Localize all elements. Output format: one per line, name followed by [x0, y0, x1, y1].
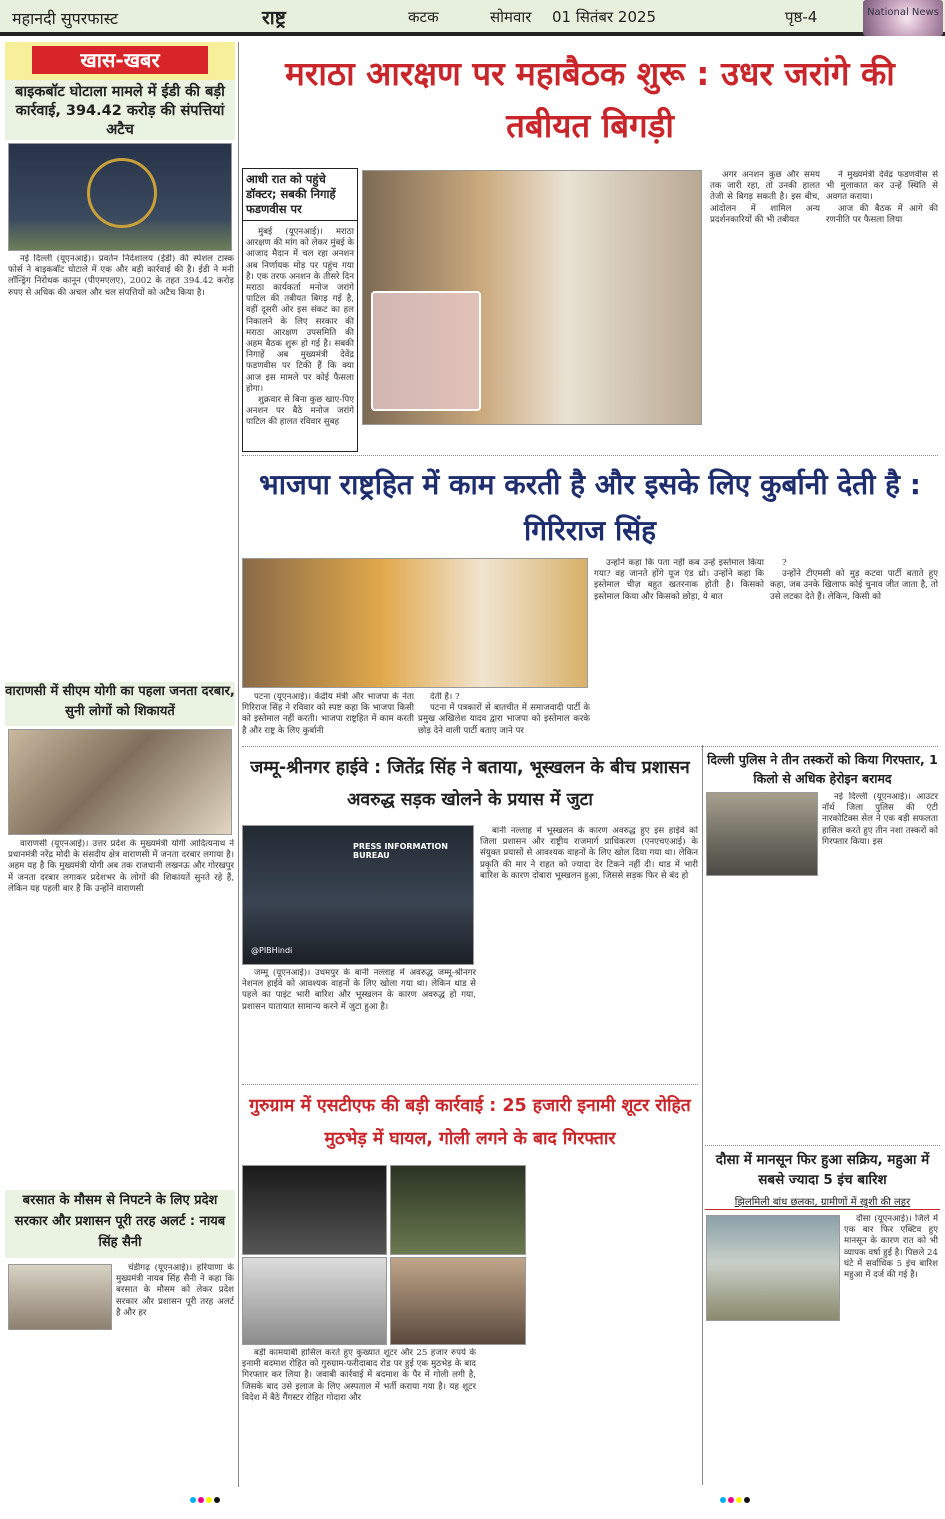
maratha-paragraph-3: अगर अनशन कुछ और समय तक जारी रहा, तो उनकी हालत तेजी से बिगड़ सकती है। इस बीच, आंदोलन में शामिल अन्य प्रदर्शनकारियों की भी तबीयत	[710, 170, 820, 225]
giriraj-col-3	[594, 558, 764, 742]
gurugram-headline: गुरुग्राम में एसटीएफ की बड़ी कार्रवाई : 25 हजारी इनामी शूटर रोहित मुठभेड़ में घायल, गोली लगने के बाद गिरफ्तार	[249, 1096, 691, 1149]
yogi-janata-darbar-photo	[8, 729, 232, 835]
giriraj-singh-photo	[242, 558, 588, 688]
masthead-bar	[0, 0, 945, 36]
column-divider	[238, 42, 239, 1487]
jammu-paragraph: जम्मू (यूएनआई)। उधमपुर के बानी नल्लाह में अवरुद्ध जम्मू-श्रीनगर नेशनल हाईवे को आवश्यक वाहनों के लिए खोला गया था। लेकिन थाड से पहले का पाइंट भारी बारिश और भूस्खलन के कारण अवरुद्ध हो गया, प्रशासन यातायात सामान्य करने में जुटा हुआ है।	[242, 968, 476, 1012]
giriraj-paragraph-4: उन्होंने कहा कि पता नहीं कब उन्हें इस्तेमाल किया गया? वह जानते होंगे यूज एंड थ्रो। उन्होंने कहा कि इस्तेमाल चीज़ बहुत खतरनाक होती है। किसको इस्तेमाल किया और किसको छोड़ा, ये बात	[594, 558, 764, 602]
paper-name: महानदी सुपरफास्ट	[12, 9, 119, 28]
encounter-site-photo	[242, 1165, 387, 1255]
gurugram-paragraph: बड़ी कामयाबी हासिल करते हुए कुख्यात शूटर और 25 हजार रुपये के इनामी बदमाश रोहित को गुरुग्राम-फरीदाबाद रोड पर हुई एक मुठभेड़ के बाद गिरफ्तार कर लिया है। जवाबी कार्रवाई में बदमाश के पैर में गोली लगी है, जिसके बाद उसे इलाज के लिए अस्पताल में भर्ती कराया गया है। यह शूटर विदेश में बैठे गैंगस्टर रोहित गोदारा और	[242, 1348, 476, 1403]
jammu-headline: जम्मू-श्रीनगर हाईवे : जितेंद्र सिंह ने बताया, भूस्खलन के बीच प्रशासन अवरुद्ध सड़क खोलने के प्रयास में जुटा	[250, 758, 690, 810]
giriraj-paragraph-3: पटना में पत्रकारों से बातचीत में समाजवादी पार्टी के प्रमुख अखिलेश यादव द्वारा भाजपा को इस्तेमाल करके छोड़ देने वाली पार्टी बताए जाने पर	[418, 703, 590, 736]
gurugram-col-2	[530, 1166, 698, 1478]
giriraj-paragraph-5: ?	[782, 558, 787, 568]
page-number: पृष्ठ-4	[785, 8, 818, 26]
divider	[242, 455, 938, 456]
khas-khabar-band	[5, 42, 235, 80]
section-name: राष्ट्र	[262, 7, 286, 29]
dausa-headline: दौसा में मानसून फिर हुआ सक्रिय, महुआ में सबसे ज्यादा 5 इंच बारिश	[715, 1152, 930, 1188]
giriraj-col-4	[770, 558, 938, 742]
maratha-paragraph: मुंबई (यूएनआई)। मराठा आरक्षण की मांग को लेकर मुंबई के आजाद मैदान में चल रहा अनशन अब निर्णायक मोड़ पर पहुंच गया है। एक तरफ अनशन के तीसरे दिन मराठा कार्यकर्ता मनोज जरांगे पाटिल की तबीयत बिगड़ गई है, वहीं दूसरी ओर इस संकट का हल निकालने के लिए सरकार की मराठा आरक्षण उपसमिति की अहम बैठक शुरू हो गई है। सबकी निगाहें अब मुख्यमंत्री देवेंद्र फडणवीस पर टिकी हैं कि क्या आज इस मामले पर कोई फैसला होगा।	[246, 227, 354, 394]
gurugram-photo-collage	[242, 1165, 526, 1345]
giriraj-paragraph-6: उन्होंने टीएमसी को मुड़ कटवा पार्टी बताते हुए कहा, जब उनके खिलाफ कोई चुनाव जीत जाता है, तो उसे लटका देते हैं। लेकिन, किसी को	[770, 569, 938, 602]
giriraj-col-1	[242, 692, 414, 742]
maratha-col-4	[826, 170, 938, 450]
accused-rohit-photo	[390, 1257, 526, 1345]
pib-handle: @PIBHindi	[251, 946, 293, 955]
print-registration-marks	[190, 1488, 222, 1507]
maratha-paragraph-4: ने मुख्यमंत्री देवेंद्र फडणवीस से भी मुलाकात कर उन्हें स्थिति से अवगत कराया।	[826, 170, 938, 203]
pib-label: PRESS INFORMATION BUREAU	[353, 842, 448, 860]
maratha-paragraph-5: आज की बैठक में आगे की रणनीति पर फैसला लिया	[826, 203, 938, 225]
delhi-article-body	[822, 792, 938, 1137]
jhilmili-dam-photo	[706, 1215, 840, 1321]
delhi-police-headline: दिल्ली पुलिस ने तीन तस्करों को किया गिरफ्तार, 1 किलो से अधिक हेरोइन बरामद	[707, 752, 938, 786]
saini-meeting-photo	[8, 1264, 112, 1330]
varanasi-article-body	[8, 839, 234, 1184]
giriraj-paragraph-2: देती है। ?	[430, 692, 460, 702]
inset-hospital-photo	[371, 291, 481, 411]
saini-headline: बरसात के मौसम से निपटने के लिए प्रदेश सरकार और प्रशासन पूरी तरह अलर्ट : नायब सिंह सैनी	[5, 1190, 235, 1258]
varanasi-paragraph: वाराणसी (यूएनआई)। उत्तर प्रदेश के मुख्यमंत्री योगी आदित्यनाथ ने प्रधानमंत्री नरेंद्र मोदी के संसदीय क्षेत्र वाराणसी में जनता दरबार लगाया है। अहम यह है कि मुख्यमंत्री योगी अब तक राजधानी लखनऊ और गोरखपुर में जनता दरबार लगाकर प्रदेशभर के लोगों की शिकायतें सुनते रहे हैं, लेकिन यह पहली बार है कि उन्होंने वाराणसी	[8, 839, 234, 894]
gurugram-col-1	[242, 1348, 476, 1478]
ed-emblem-icon	[87, 158, 157, 228]
city: कटक	[408, 8, 439, 26]
dausa-paragraph: दौसा (यूएनआई)। जिले में एक बार फिर एक्टिव हुए मानसून के कारण रात को भी व्यापक वर्षा हुई है। पिछले 24 घंटे में सर्वाधिक 5 इंच बारिश महुआ में दर्ज की गई है।	[844, 1214, 938, 1281]
maratha-paragraph-2: शुक्रवार से बिना कुछ खाए-पिए अनशन पर बैठे मनोज जरांगे पाटिल की हालत रविवार सुबह	[246, 395, 354, 428]
ed-article-body	[8, 254, 234, 679]
divider	[705, 1145, 940, 1146]
maratha-sidebar-box	[242, 168, 358, 452]
saini-article-body	[116, 1263, 234, 1478]
column-divider	[702, 745, 703, 1485]
date: 01 सितंबर 2025	[552, 8, 657, 26]
khas-khabar-banner: खास-खबर	[32, 46, 208, 74]
maratha-subhead: आधी रात को पहुंचे डॉक्टर; सबकी निगाहें फडणवीस पर	[243, 169, 357, 221]
maratha-headline: मराठा आरक्षण पर महाबैठक शुरू : उधर जरांगे की तबीयत बिगड़ी	[285, 54, 895, 145]
divider	[242, 1084, 698, 1085]
jammu-col-2	[480, 826, 698, 1080]
jammu-paragraph-2: बानी नल्लाह में भूस्खलन के कारण अवरुद्ध हुए इस हाईवे को जिला प्रशासन और राष्ट्रीय राजमार्ग प्राधिकरण (एनएचएआई) के संयुक्त प्रयासों से आवश्यक वाहनों के लिए खोल दिया गया था। लेकिन प्रकृति की मार ने राहत को ज्यादा देर टिकने नहीं दी। थाड में भारी बारिश के कारण दोबारा भूस्खलन हुआ, जिससे सड़क फिर से बंद हो	[480, 826, 698, 881]
maratha-col-3	[710, 170, 820, 450]
jarange-protest-photo	[362, 170, 702, 425]
saini-paragraph: चंडीगढ़ (यूएनआई)। हरियाणा के मुख्यमंत्री नायब सिंह सैनी ने कहा कि बरसात के मौसम को लेकर प्रदेश सरकार और प्रशासन पूरी तरह अलर्ट है और हर	[116, 1263, 234, 1318]
delhi-paragraph: नई दिल्ली (यूएनआई)। आउटर नॉर्थ जिला पुलिस की एंटी नारकोटिक्स सेल ने एक बड़ी सफलता हासिल करते हुए तीन नशा तस्करों को गिरफ्तार किया। इस	[822, 792, 938, 847]
divider	[242, 746, 938, 747]
jammu-col-1	[242, 968, 476, 1080]
day: सोमवार	[490, 8, 532, 26]
ed-headline: बाइकबॉट घोटाला मामले में ईडी की बड़ी कार्रवाई, 394.42 करोड़ की संपत्तियां अटैच	[5, 80, 235, 140]
dausa-article-body	[844, 1214, 938, 1478]
ed-paragraph: नई दिल्ली (यूएनआई)। प्रवर्तन निदेशालय (ईडी) की स्पेशल टास्क फोर्स ने बाइकबॉट घोटाले में एक और बड़ी कार्रवाई की है। ईडी ने मनी लॉन्ड्रिंग निरोधक कानून (पीएमएलए), 2002 के तहत 394.42 करोड़ रुपए से अधिक की अचल और चल संपत्तियों को अटैच किया है।	[8, 254, 234, 298]
delhi-police-photo	[706, 792, 818, 876]
giriraj-col-2	[418, 692, 590, 742]
giriraj-headline: भाजपा राष्ट्रहित में काम करती है और इसके लिए कुर्बानी देती है : गिरिराज सिंह	[259, 468, 921, 547]
crime-scene-photo	[390, 1165, 526, 1255]
hospital-photo	[242, 1257, 387, 1345]
varanasi-headline: वाराणसी में सीएम योगी का पहला जनता दरबार, सुनी लोगों को शिकायतें	[5, 682, 235, 726]
giriraj-paragraph: पटना (यूएनआई)। केंद्रीय मंत्री और भाजपा के नेता गिरिराज सिंह ने रविवार को स्पष्ट कहा कि भाजपा किसी को इस्तेमाल नहीं करती। भाजपा राष्ट्रहित में काम करती है और राष्ट्र के लिए कुर्बानी	[242, 692, 414, 736]
print-registration-marks	[720, 1488, 752, 1507]
ed-logo-photo	[8, 143, 232, 251]
jitendra-singh-photo	[242, 825, 474, 965]
dausa-subhead: झिलमिली बांध छलका, ग्रामीणों में खुशी की लहर	[705, 1194, 940, 1210]
national-news-logo: National News	[863, 0, 943, 36]
